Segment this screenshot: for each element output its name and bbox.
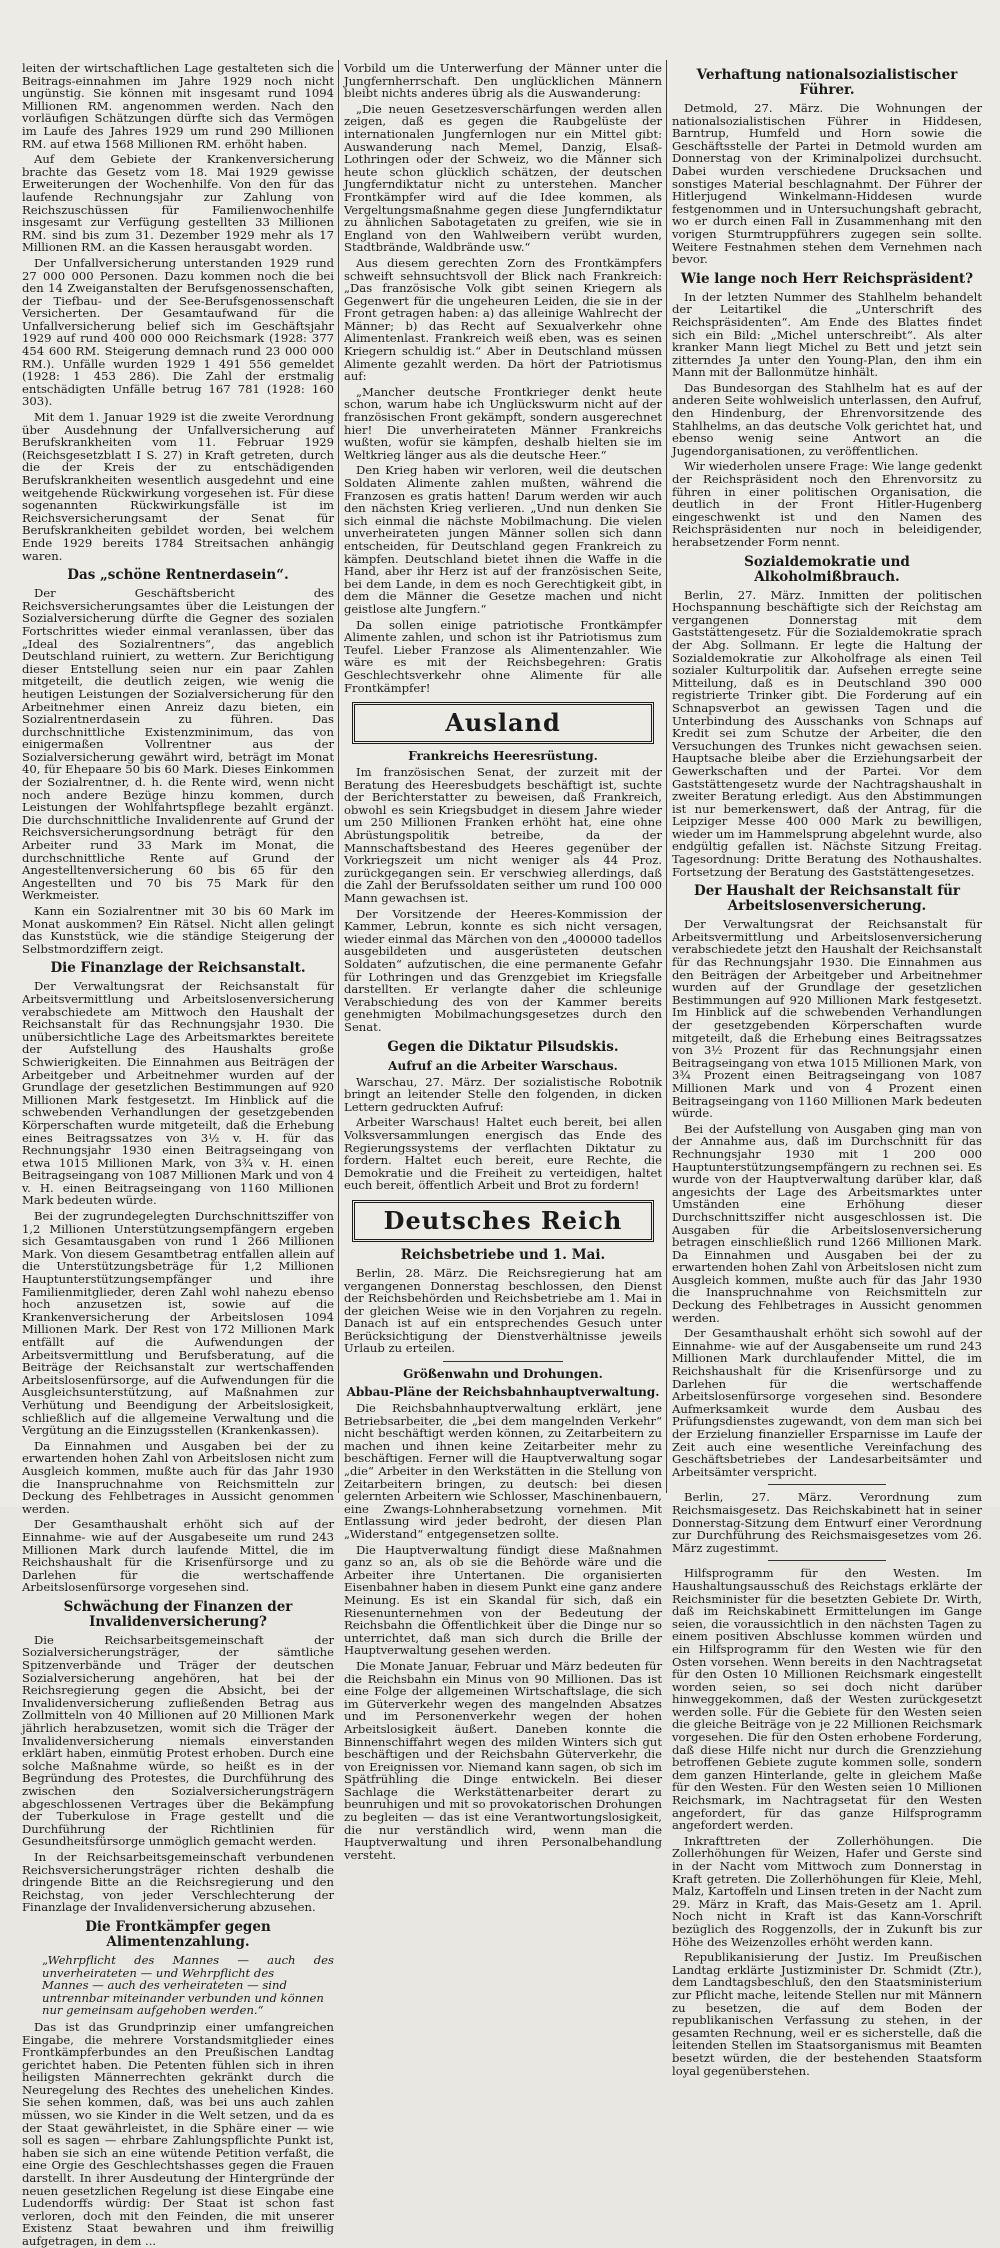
paragraph: In der Reichsarbeitsgemeinschaft verbundenen Reichsversicherungsträger richten deshalb die dringende Bitte an die Reichsregierung und den Reichstag, von jeder Verschlechterung der Finanzlage der Invalidenversicherung abzusehen.: [22, 1849, 334, 1915]
paragraph: In der letzten Nummer des Stahlhelm behandelt der Leitartikel die „Unterschrift des Reichspräsidenten“. Am Ende des Blattes findet sich ein Bild: „Michel unterschreibt“. Als alter kranker Mann liegt Michel zu Bett und jetzt sein zitterndes Ja unter den Young-Plan, den ihm ein Mann mit der Ballonmütze hinhält.: [672, 289, 982, 380]
headline: Sozialdemokratie und Alkoholmißbrauch.: [744, 553, 910, 585]
paragraph: Vorbild um die Unterwerfung der Männer unter die Jungfernherrschaft. Den unglücklichen Männern bleibt nichts anderes übrig als die Auswanderung:: [344, 61, 662, 101]
paragraph: Die Reichsbahnhauptverwaltung erklärt, jene Betriebsarbeiter, die „bei dem mangelnden Verkehr“ nicht beschäftigt werden können, zu Zeitarbeitern zu machen und ihnen keine Zeitarbeiter mehr zu beschäftigen. Ferner will die Hauptverwaltung sogar „die“ Arbeiter in den Werkstätten in die Stellung von Zeitarbeitern bringen, zu deutsch: bei diesen gelernten Arbeitern wie Schlosser, Maschinenbauern, eine Zwangs-Lohnherabsetzung vornehmen. Mit Entlassung wird jeder bedroht, der diesen Plan „Widerstand“ entgegensetzen sollte.: [344, 1401, 662, 1541]
paragraph: Den Krieg haben wir verloren, weil die deutschen Soldaten Alimente zahlen mußten, während die Franzosen es gratis hatten! Darum werden wir auch den nächsten Krieg verlieren. „Und nun denken Sie sich einmal die nächste Mobilmachung. Die vielen unverheirateten jungen Männer sollen sich dann entscheiden, für Deutschland gegen Frankreich zu kämpfen. Deutschland bietet ihnen die Waffe in die Hand, aber ihr Herz ist auf der französischen Seite, bei dem Lande, in dem es noch Gerechtigkeit gibt, in dem die Männer die Gesetze machen und nicht geistlose alte Jungfern.“: [344, 463, 662, 616]
divider: [443, 1361, 564, 1362]
headline: Gegen die Diktatur Pilsudskis.: [387, 1038, 619, 1055]
headline: Reichsbetriebe und 1. Mai.: [400, 1246, 606, 1263]
paragraph: Detmold, 27. März. Die Wohnungen der nationalsozialistischen Führer in Hiddesen, Barntrup, Humfeld und Horn sowie die Geschäftsstelle der Partei in Detmold wurden am Donnerstag von der Kriminalpolizei durchsucht. Dabei wurden verschiedene Drucksachen und sonstiges Material beschlagnahmt. Der Führer der Hitlerjugend Winkelmann-Hiddesen wurde festgenommen und in Untersuchungshaft gebracht, wo er durch einen Fall in Zusammenhang mit den vorigen Sturmtruppführers zugegen sein sollte. Weitere Festnahmen stehen dem Vernehmen nach bevor.: [672, 101, 982, 267]
paragraph: Die Monate Januar, Februar und März bedeuten für die Reichsbahn ein Minus von 90 Millionen. Das ist eine Folge der allgemeinen Wirtschaftslage, die sich im Güterverkehr wegen des mangelnden Absatzes und im Personenverkehr wegen der hohen Arbeitslosigkeit äußert. Daneben konnte die Binnenschiffahrt wegen des milden Winters sich gut beschäftigen und der Reichsbahn Güterverkehr, die von Ereignissen vor. Niemand kann sagen, ob sich im Spätfrühling die Dinge entwickeln. Bei dieser Sachlage die Werkstättenarbeiter derart zu beunruhigen und mit so provokatorischen Drohungen zu begleiten — das ist eine Verantwortungslosigkeit, die nur verständlich wird, wenn man die Hauptverwaltung und ihren Personalbehandlung versteht.: [344, 1658, 662, 1862]
paragraph: Der Geschäftsbericht des Reichsversicherungsamtes über die Leistungen der Sozialversicherung dürfte die Gegner des sozialen Fortschrittes wieder einmal veranlassen, über das „Ideal des Sozialrentners“, das angeblich Deutschland ruiniert, zu wettern. Zur Berichtigung dieser Entstellung seien nur ein paar Zahlen mitgeteilt, die deutlich zeigen, wie wenig die heutigen Leistungen der Sozialversicherung für den Arbeitnehmer einen Anreiz dazu bieten, ein Sozialrentnerdasein zu führen. Das durchschnittliche Existenzminimum, das von einigermaßen Vollrentner aus der Sozialversicherung gewährt wird, beträgt im Monat 40, für Ehepaare 50 bis 60 Mark. Dieses Einkommen der Sozialrentner, d. h. die Rente wird, wenn nicht noch andere Bezüge hinzu kommen, durch Leistungen der Wohlfahrtspflege bezahlt ergänzt. Die durchschnittliche Invalidenrente auf Grund der Reichsversicherungsordnung beträgt für den Arbeiter rund 33 Mark im Monat, die durchschnittliche Rente auf Grund der Angestelltenversicherung 60 bis 65 für den Angestellten und 70 bis 75 Mark für den Werkmeister.: [22, 586, 334, 903]
column-right: [672, 62, 982, 2078]
paragraph: Die Hauptverwaltung fündigt diese Maßnahmen ganz so an, als ob sie die Behörde wäre und die Arbeiter ihre Untertanen. Die organisierten Eisenbahner haben in diesem Punkt eine ganz andere Meinung. Es ist ein Skandal für sich, daß ein Riesenunternehmen von der Bedeutung der Reichsbahn die Öffentlichkeit über die Dinge nur so unterrichtet, daß man sich durch die Brille der Hauptverwaltung gesehen werden.: [344, 1542, 662, 1658]
paragraph: Da Einnahmen und Ausgaben bei der zu erwartenden hohen Zahl von Arbeitslosen nicht zum Ausgleich kommen, mußte auch für das Jahr 1930 die Inanspruchnahme von Reichsmitteln zur Deckung des Fehlbetrages in Aussicht genommen werden.: [22, 1438, 334, 1516]
headline: Schwächung der Finanzen der Invalidenversicherung?: [63, 1598, 293, 1630]
paragraph: Auf dem Gebiete der Krankenversicherung brachte das Gesetz vom 18. Mai 1929 gewisse Erweiterungen der Wochenhilfe. Von den für das laufende Rechnungsjahr zur Zahlung von Reichszuschüssen für Familienwochenhilfe insgesamt zur Verfügung gestellten 33 Millionen RM. sind bis zum 31. Dezember 1929 mehr als 17 Millionen RM. an die Kassen herausgabt worden.: [22, 152, 334, 255]
column-middle: [344, 61, 662, 1862]
headline: Das „schöne Rentnerdasein“.: [67, 567, 289, 584]
headline: Verhaftung nationalsozialistischer Führer.: [696, 67, 958, 98]
paragraph: Aus diesem gerechten Zorn des Frontkämpfers schweift sehnsuchtsvoll der Blick nach Frankreich: „Das französische Volk gibt seinen Kriegern als Gegenwert für die ungeheuren Leiden, die sie in der Front getragen haben: a) das alleinige Wahlrecht der Männer; b) das Recht auf Sexualverkehr ohne Alimentenlast. Frankreich weiß eben, was es seinen Kriegern schuldig ist.“ Aber in Deutschland müssen Alimente gezahlt werden. Da hört der Patriotismus auf:: [344, 255, 662, 384]
quote-line: Mannes — auch des verheirateten — sind: [42, 1978, 287, 1993]
paragraph: Hilfsprogramm für den Westen. Im Haushaltungsausschuß des Reichstags erklärte der Reichsminister für die besetzten Gebiete Dr. Wirth, daß im Reichskabinett Ermittelungen im Gange seien, die voraussichtlich in den nächsten Tagen zu einem positiven Abschlusse kommen würden und ein Hilfsprogramm für den Westen wie für den Osten vorsehen. Wenn bereits in den Nachtragsetat für den Osten 10 Millionen Reichsmark eingestellt worden seien, so sei doch nicht darüber hinweggekommen, daß der Westen zurückgesetzt werden solle. Für die Gebiete für den Westen seien die gleiche Beiträge von je 22 Millionen Reichsmark vorgesehen. Die für den Osten erhobene Forderung, daß diese Hilfe nicht nur durch die Grenzziehung betroffenen Gebiete zugute kommen solle, sondern dem ganzen Hinterlande, gelte in gleichem Maße für den Westen. Für den Westen seien 10 Millionen Reichsmark, im Nachtragsetat für den Westen angefordert, für das ganze Hilfsprogramm angefordert werden.: [672, 1566, 982, 1833]
paragraph: Warschau, 27. März. Der sozialistische Robotnik bringt an leitender Stelle den folgenden, in dicken Lettern gedruckten Aufruf:: [344, 1074, 662, 1114]
paragraph: Inkrafttreten der Zollerhöhungen. Die Zollerhöhungen für Weizen, Hafer und Gerste sind in der Nacht vom Mittwoch zum Donnerstag in Kraft getreten. Die Zollerhöhungen für Kleie, Mehl, Malz, Kartoffeln und Linsen treten in der Nacht zum 29. März in Kraft, das Mais-Gesetz am 1. April. Noch nicht in Kraft ist das Kann-Vorschrift bezüglich des Roggenzolls, der in Zukunft bis zur Höhe des Weizenzolles erhöht werden kann.: [672, 1833, 982, 1949]
paragraph: Der Verwaltungsrat der Reichsanstalt für Arbeitsvermittlung und Arbeitslosenversicherung verabschiedete jetzt den Haushalt der Reichsanstalt für das Rechnungsjahr 1930. Die Einnahmen aus den Beiträgen der Arbeitgeber und Arbeitnehmer wurden auf der Grundlage der gesetzlichen Bestimmungen auf 920 Millionen Mark festgesetzt. Im Hinblick auf die schwebenden Verhandlungen der gesetzgebenden Körperschaften wurde mitgeteilt, daß die Erhebung eines Beitragssatzes von 3½ Prozent für das Rechnungsjahr einen Beitragseingang von etwa 1015 Millionen Mark, von 3¾ Prozent einen Beitragseingang von 1087 Millionen Mark und von 4 Prozent einen Beitragseingang von 1160 Millionen Mark bedeuten würde.: [672, 917, 982, 1121]
paragraph: Der Unfallversicherung unterstanden 1929 rund 27 000 000 Personen. Dazu kommen noch die bei den 14 Zweiganstalten der Berufsgenossenschaften, der Tiefbau- und der See-Berufsgenossenschaft Versicherten. Der Gesamtaufwand für die Unfallversicherung belief sich im Geschäftsjahr 1929 auf rund 400 000 000 Reichsmark (1928: 377 454 600 RM. Steigerung demnach rund 23 000 000 RM.). Unfälle wurden 1929 1 491 556 gemeldet (1928: 1 453 286). Die Zahl der erstmalig entschädigten Unfälle betrug 167 781 (1928: 160 303).: [22, 255, 334, 409]
headline: Die Frontkämpfer gegen Alimentenzahlung.: [85, 1918, 271, 1950]
headline: Die Finanzlage der Reichsanstalt.: [50, 960, 306, 977]
divider: [768, 1484, 886, 1485]
paragraph: Bei der Aufstellung von Ausgaben ging man von der Annahme aus, daß im Durchschnitt für das Rechnungsjahr 1930 mit 1 200 000 Hauptunterstützungsempfängern zu rechnen sei. Es wurde von der Hauptverwaltung darüber klar, daß angesichts der Lage des Arbeitsmarktes unter Umständen eine Erhöhung dieser Durchschnittsziffer nicht ausgeschlossen ist. Die Ausgaben für die Arbeitslosenversicherung betragen einschließlich rund 1266 Millionen Mark. Da Einnahmen und Ausgaben bei der zu erwartenden hohen Zahl von Arbeitslosen nicht zum Ausgleich kommen, mußte auch für das Jahr 1930 die Inanspruchnahme von Reichsmitteln zur Deckung des Fehlbetrages in Aussicht genommen werden.: [672, 1121, 982, 1325]
column-rule: [338, 60, 339, 1493]
paragraph: „Mancher deutsche Frontkrieger denkt heute schon, warum habe ich Unglückswurm nicht auf der französischen Front gekämpft, sondern ausgerechnet hier! Die unverheirateten Männer Frankreichs wußten, wofür sie kämpfen, deshalb hielten sie im Weltkrieg länger aus als die deutsche Heer.“: [344, 384, 662, 462]
divider: [768, 1560, 886, 1561]
paragraph: Mit dem 1. Januar 1929 ist die zweite Verordnung über Ausdehnung der Unfallversicherung auf Berufskrankheiten vom 11. Februar 1929 (Reichsgesetzblatt I S. 27) in Kraft getreten, durch die der Kreis der zu entschädigenden Berufskrankheiten wesentlich ausgedehnt und eine weitgehende Rückwirkung vorgesehen ist. Für diese sogenannten Rückwirkungsfälle ist im Reichsversicherungsamt der Senat für Berufskrankheiten gebildet worden, bei welchem Ende 1929 bereits 1784 Streitsachen anhängig waren.: [22, 410, 334, 563]
headline: Größenwahn und Drohungen.: [403, 1367, 603, 1382]
subheadline: Abbau-Pläne der Reichsbahnhauptverwaltung.: [346, 1385, 660, 1400]
paragraph: Im französischen Senat, der zurzeit mit der Beratung des Heeresbudgets beschäftigt ist, suchte der Berichterstatter zu beweisen, daß Frankreich, obwohl es sein Kriegsbudget in diesem Jahre wieder um 250 Millionen Franken erhöht hat, eine ohne Abrüstungspolitik betreibe, da der Mannschaftsbestand des Heeres gegenüber der Vorkriegszeit um nicht weniger als 44 Proz. zurückgegangen sein. Er verschwieg allerdings, daß die Zahl der Berufssoldaten seither um rund 100 000 Mann gewachsen ist.: [344, 765, 662, 906]
quote-line: nur gemeinsam aufgehoben werden.“: [42, 2003, 264, 2018]
section-banner-deutsches-reich: Deutsches Reich: [352, 1200, 654, 1242]
column-left: [22, 61, 334, 2248]
paragraph: Der Gesamthaushalt erhöht sich auf der Einnahme- wie auf der Ausgabeseite um rund 243 Millionen Mark durch laufende Mittel, die im Reichshaushalt für die Krisenfürsorge und zu Darlehen für die wertschaffende Arbeitslosenfürsorge vorgesehen sind.: [22, 1517, 334, 1595]
headline: Frankreichs Heeresrüstung.: [408, 749, 598, 764]
paragraph: Arbeiter Warschaus! Haltet euch bereit, bei allen Volksversammlungen energisch das Ende des Regierungssystems der verflachten Diktatur zu fordern. Haltet euch bereit, eure Rechte, die Demokratie und die Freiheit zu verteidigen, haltet euch bereit, öffentlich Arbeit und Brot zu fordern!: [344, 1115, 662, 1193]
quote-line: untrennbar miteinander verbunden und können: [42, 1990, 324, 2005]
paragraph: Der Verwaltungsrat der Reichsanstalt für Arbeitsvermittlung und Arbeitslosenversicherung verabschiedete am Mittwoch den Haushalt der Reichsanstalt für das Rechnungsjahr 1930. Die unübersichtliche Lage des Arbeitsmarktes bereitete der Aufstellung des Haushalts große Schwierigkeiten. Die Einnahmen aus Beiträgen der Arbeitgeber und Arbeitnehmer wurden auf der Grundlage der gesetzlichen Bestimmungen auf 920 Millionen Mark festgesetzt. Im Hinblick auf die schwebenden Verhandlungen der gesetzgebenden Körperschaften wurde mitgeteilt, daß die Erhebung eines Beitragssatzes von 3½ v. H. für das Rechnungsjahr 1930 einen Beitragseingang von etwa 1015 Millionen Mark, von 3¾ v. H. einen Beitragseingang von 1087 Millionen Mark und von 4 v. H. einen Beitragseingang von 1160 Millionen Mark bedeuten würde.: [22, 979, 334, 1208]
paragraph: Republikanisierung der Justiz. Im Preußischen Landtag erklärte Justizminister Dr. Schmidt (Ztr.), dem Landtagsbeschluß, den den Staatsministerium zur Pflicht mache, leitende Stellen nur mit Männern zu besetzen, die auf dem Boden der republikanischen Verfassung zu stehen, in der gesamten Rechnung, weil er es sicherstelle, daß die leitenden Stellen im Staatsorganismus mit Beamten besetzt würden, die der bestehenden Staatsform loyal gegenüberstehen.: [672, 1950, 982, 2078]
quote-block: [42, 1954, 334, 2017]
subheadline: Aufruf an die Arbeiter Warschaus.: [388, 1058, 618, 1073]
quote-line: „Wehrpflicht des Mannes — auch des unverheirateten — und Wehrpflicht des: [42, 1952, 334, 1980]
paragraph: Wir wiederholen unsere Frage: Wie lange gedenkt der Reichspräsident noch den Ehrenvorsitz zu führen in einer politischen Organisation, die deutlich in der Front Hitler-Hugenberg eingeschwenkt ist und den Namen des Reichspräsidenten nur noch in beleidigender, herabsetzender Form nennt.: [672, 459, 982, 549]
column-rule: [666, 60, 667, 1493]
paragraph: Das Bundesorgan des Stahlhelm hat es auf der anderen Seite wohlweislich unterlassen, den Aufruf, den Hindenburg, der Ehrenvorsitzende des Stahlhelms, an das deutsche Volk gerichtet hat, und ebenso wenig seine Antwort an die Jugendorganisationen, zu veröffentlichen.: [672, 380, 982, 458]
paragraph: Bei der zugrundegelegten Durchschnittsziffer von 1,2 Millionen Unterstützungsempfängern ergeben sich Gesamtausgaben von rund 1 266 Millionen Mark. Von diesem Gesamtbetrag entfallen allein auf die Unterstützungsbeträge für 1,2 Millionen Hauptunterstützungsempfänger und ihre Familienmitglieder, deren Zahl wohl nahezu ebenso hoch anzusetzen ist, sowie auf die Krankenversicherung der Arbeitslosen 1094 Millionen Mark. Der Rest von 172 Millionen Mark entfällt auf die Aufwendungen der Arbeitsvermittlung und Berufsberatung, auf die Beiträge der Reichsanstalt zur wertschaffenden Arbeitslosenfürsorge, auf die Aufwendungen für die Ausgleichsunterstützung, auf Maßnahmen zur Verhütung und Beendigung der Arbeitslosigkeit, schließlich auf die allgemeine Verwaltung und die Vergütung an die Einzugsstellen (Krankenkassen).: [22, 1209, 334, 1438]
paragraph: Der Gesamthaushalt erhöht sich sowohl auf der Einnahme- wie auf der Ausgabenseite um rund 243 Millionen Mark durchlaufender Mittel, die im Reichshaushalt für die Krisenfürsorge und zu Darlehen für die wertschaffende Arbeitslosenfürsorge vorgesehen sind. Besondere Aufmerksamkeit wurde dem Ausbau des Prüfungsdienstes zugewandt, von dem man sich bei der Erzielung finanzieller Ersparnisse im Laufe der Zeit auch eine wesentliche Vereinfachung des Geschäftsbetriebes der Landesarbeitsämter und Arbeitsämter verspricht.: [672, 1326, 982, 1479]
paragraph: Berlin, 28. März. Die Reichsregierung hat am vergangenen Donnerstag beschlossen, den Dienst der Reichsbehörden und Reichsbetriebe am 1. Mai in der gleichen Weise wie in den Vorjahren zu regeln. Danach ist auf ein entsprechendes Gesuch unter Berücksichtigung der Dienstverhältnisse jeweils Urlaub zu erteilen.: [344, 1265, 662, 1356]
paragraph: Der Vorsitzende der Heeres-Kommission der Kammer, Lebrun, konnte es sich nicht versagen, wieder einmal das Märchen von den „400000 tadellos ausgebildeten und ausgerüsteten deutschen Soldaten“ aufzutischen, die eine permanente Gefahr für Lothringen und das Grenzgebiet im Kriegsfalle darstellten. Er verlangte daher die schleunige Verabschiedung des von der Kammer bereits genehmigten Mobilmachungsgesetzes durch den Senat.: [344, 906, 662, 1034]
headline: Der Haushalt der Reichsanstalt für Arbeitslosenversicherung.: [693, 883, 960, 915]
paragraph: Kann ein Sozialrentner mit 30 bis 60 Mark im Monat auskommen? Ein Rätsel. Nicht allen gelingt das Kunststück, wie die ständige Steigerung der Selbstmordziffern zeigt.: [22, 904, 334, 956]
section-banner-ausland: Ausland: [352, 702, 654, 744]
paragraph: leiten der wirtschaftlichen Lage gestalteten sich die Beitrags-einnahmen im Jahre 1929 noch nicht ungünstig. Sie können mit insgesamt rund 1094 Millionen RM. angenommen werden. Nach den vorläufigen Schätzungen dürfte sich das Vermögen im Laufe des Jahres 1929 um rund 290 Millionen RM. auf etwa 1568 Millionen RM. erhöht haben.: [22, 61, 334, 151]
paragraph: Berlin, 27. März. Inmitten der politischen Hochspannung beschäftigte sich der Reichstag am vergangenen Donnerstag mit dem Gaststättengesetz. Für die Sozialdemokratie sprach der Abg. Sollmann. Er legte die Haltung der Sozialdemokratie zur Alkoholfrage als einen Teil sozialer Kulturpolitik dar. Aufsehen erregte seine Mitteilung, daß es in Deutschland 390 000 registrierte Trinker gibt. Die Forderung auf ein Schnapsverbot an gewissen Tagen und die Unterbindung des Ausschanks von Schnaps auf Kredit sei zum Schutze der Arbeiter, die den Versuchungen des Trunkes nicht gewachsen seien. Hauptsache bleibe aber die Erziehungsarbeit der Gewerkschaften und der Partei. Vor dem Gaststättengesetz wurde der Nachtragshaushalt in zweiter Beratung erledigt. Aus den Abstimmungen ist nur bemerkenswert, daß der Antrag, für die Leipziger Messe 400 000 Mark zu bewilligen, wieder um im Hammelsprung abgelehnt wurde, also endgültig gefallen ist. Nächste Sitzung Freitag. Tagesordnung: Dritte Beratung des Nothaushaltes. Fortsetzung der Beratung des Gaststättengesetzes.: [672, 587, 982, 879]
headline: Wie lange noch Herr Reichspräsident?: [680, 270, 974, 287]
paragraph: Berlin, 27. März. Verordnung zum Reichsmaisgesetz. Das Reichskabinett hat in seiner Donnerstag-Sitzung dem Entwurf einer Verordnung zur Durchführung des Reichsmaisgesetzes vom 26. März zugestimmt.: [672, 1490, 982, 1555]
paragraph: Die Reichsarbeitsgemeinschaft der Sozialversicherungsträger, der sämtliche Spitzenverbände und Träger der deutschen Sozialversicherung angehören, hat bei der Reichsregierung gegen die Absicht, bei der Invalidenversicherung zufließenden Betrag aus Zollmitteln von 40 Millionen auf 20 Millionen Mark jährlich herabzusetzen, womit sich die Träger der Invalidenversicherung niemals einverstanden erklärt haben, einmütig Protest erhoben. Durch eine solche Maßnahme würde, so heißt es in der Begründung des Protestes, die Durchführung des zwischen den Sozialversicherungsträgern abgeschlossenen Vertrages über die Bekämpfung der Tuberkulose in Frage gestellt und die Durchführung der Richtlinien für Gesundheitsfürsorge unmöglich gemacht werden.: [22, 1632, 334, 1849]
paragraph: Da sollen einige patriotische Frontkämpfer Alimente zahlen, und schon ist ihr Patriotismus zum Teufel. Lieber Franzose als Alimentenzahler. Wie wäre es mit der Reichsbegehren: Gratis Geschlechtsverkehr ohne Alimente für alle Frontkämpfer!: [344, 617, 662, 695]
paragraph: Das ist das Grundprinzip einer umfangreichen Eingabe, die mehrere Vorstandsmitglieder eines Frontkämpferbundes an den Preußischen Landtag gerichtet haben. Die Petenten fühlen sich in ihren heiligsten Männerrechten gekränkt durch die Neuregelung des Rechtes des unehelichen Kindes. Sie sehen kommen, daß, was bei uns auch zahlen müssen, wo sie Kinder in die Welt setzen, und da es der Staat gewährleistet, in die Sphäre einer — wie soll es sagen — ehrbare Zahlungspflichte Punkt ist, haben sie sich an eine wütende Petition verfaßt, die eine Orgie des Geschlechtshasses gegen die Frauen darstellt. In ihrer Ausdeutung der Hintergründe der neuen gesetzlichen Regelung ist diese Eingabe eine Ludendorffs würdig: Der Staat ist schon fast verloren, doch mit den Feinden, die mit unserer Existenz Staat bewahren und ihm freiwillig aufgetragen, in dem ...: [22, 2019, 334, 2248]
paragraph: „Die neuen Gesetzesverschärfungen werden allen zeigen, daß es gegen die Raubgelüste der internationalen Jungfernlogen nur ein Mittel gibt: Auswanderung nach Memel, Danzig, Elsaß-Lothringen oder der Schweiz, wo die Männer sich heute schon glücklich schätzen, der deutschen Jungferndiktatur nicht zu unterstehen. Mancher Frontkämpfer wird auf die Idee kommen, als Vergeltungsmaßnahme gegen diese Jungferndiktatur zu ähnlichen Sabotagetaten zu greifen, wie sie in England von den Wahlweibern verübt wurden, Stadtbrände, Waldbrände usw.“: [344, 101, 662, 255]
